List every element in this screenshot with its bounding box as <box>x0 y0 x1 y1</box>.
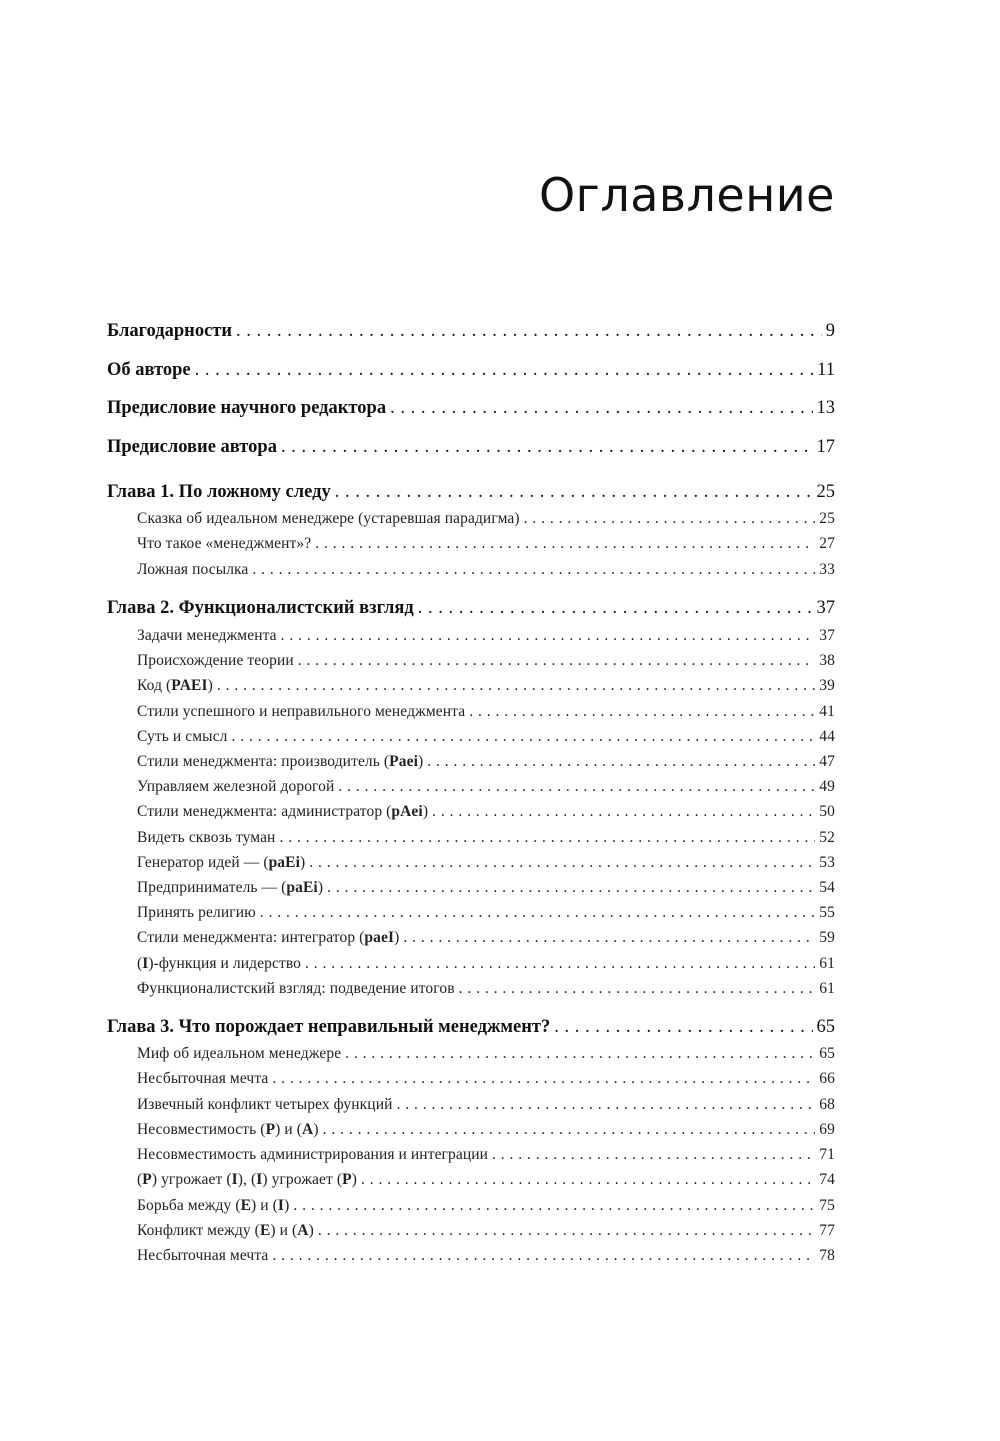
dot-leader <box>281 437 813 458</box>
page-number: 17 <box>816 437 835 457</box>
dot-leader <box>252 561 815 579</box>
page-number: 44 <box>819 728 835 745</box>
dot-leader <box>459 980 816 998</box>
entry-title: Происхождение теории <box>137 652 294 669</box>
dot-leader <box>338 778 815 796</box>
page-number: 49 <box>819 778 835 795</box>
toc-section-entry <box>137 510 835 528</box>
page-number: 71 <box>819 1146 835 1163</box>
entry-title: Видеть сквозь туман <box>137 829 276 846</box>
toc-section-entry <box>137 1121 835 1139</box>
entry-title: Глава 1. По ложному следу <box>107 482 331 502</box>
dot-leader <box>272 1070 815 1088</box>
toc-section-entry <box>137 1070 835 1088</box>
page-number: 53 <box>819 854 835 871</box>
toc-section-entry <box>137 1222 835 1240</box>
dot-leader <box>323 1121 816 1139</box>
page-number: 38 <box>819 652 835 669</box>
entry-title: Принять религию <box>137 904 256 921</box>
entry-title: (I)-функция и лидерство <box>137 955 301 972</box>
dot-leader <box>427 753 815 771</box>
toc-section-entry <box>137 1171 835 1189</box>
dot-leader <box>236 321 822 342</box>
toc-section-entry <box>137 929 835 947</box>
toc-section-entry <box>137 778 835 796</box>
page-number: 47 <box>819 753 835 770</box>
page-number: 54 <box>819 879 835 896</box>
entry-title: Миф об идеальном менеджере <box>137 1045 342 1062</box>
page-number: 25 <box>816 482 835 502</box>
page-number: 55 <box>819 904 835 921</box>
page-number: 25 <box>819 510 835 527</box>
entry-title: Несовместимость администрирования и интеграции <box>137 1146 489 1163</box>
entry-title: Стили успешного и неправильного менеджмента <box>137 703 466 720</box>
toc-section-entry <box>137 703 835 721</box>
dot-leader <box>554 1017 812 1038</box>
toc-chapter-entry <box>107 1017 835 1038</box>
toc-section-entry <box>137 803 835 821</box>
dot-leader <box>217 677 815 695</box>
dot-leader <box>492 1146 815 1164</box>
dot-leader <box>361 1171 815 1189</box>
dot-leader <box>327 879 815 897</box>
page-number: 61 <box>819 980 835 997</box>
toc-section-entry <box>137 955 835 973</box>
page-number: 59 <box>819 929 835 946</box>
toc-section-entry <box>137 829 835 847</box>
toc-chapter-entry <box>107 360 835 381</box>
dot-leader <box>432 803 815 821</box>
toc-chapter-entry <box>107 598 835 619</box>
page-number: 39 <box>819 677 835 694</box>
dot-leader <box>524 510 816 528</box>
dot-leader <box>260 904 816 922</box>
entry-title: Конфликт между (E) и (A) <box>137 1222 314 1239</box>
toc-chapter-entry <box>107 398 835 419</box>
dot-leader <box>272 1247 815 1265</box>
entry-title: Предприниматель — (paEi) <box>137 879 324 896</box>
entry-title: Стили менеджмента: администратор (pAei) <box>137 803 429 820</box>
page-number: 27 <box>819 535 835 552</box>
entry-title: Предисловие научного редактора <box>107 398 387 418</box>
toc-chapter-entry <box>107 482 835 503</box>
entry-title: (P) угрожает (I), (I) угрожает (P) <box>137 1171 357 1188</box>
dot-leader <box>418 598 813 619</box>
toc-chapter-entry <box>107 321 835 342</box>
toc-section-entry <box>137 879 835 897</box>
entry-title: Генератор идей — (paEi) <box>137 854 306 871</box>
page-number: 52 <box>819 829 835 846</box>
dot-leader <box>298 652 816 670</box>
entry-title: Функционалистский взгляд: подведение итогов <box>137 980 455 997</box>
page-number: 65 <box>819 1045 835 1062</box>
page-number: 37 <box>816 598 835 618</box>
toc-section-entry <box>137 1146 835 1164</box>
page-number: 41 <box>819 703 835 720</box>
toc-section-entry <box>137 535 835 553</box>
entry-title: Несовместимость (P) и (A) <box>137 1121 319 1138</box>
dot-leader <box>195 360 814 381</box>
entry-title: Код (PAEI) <box>137 677 213 694</box>
entry-title: Управляем железной дорогой <box>137 778 335 795</box>
dot-leader <box>345 1045 815 1063</box>
entry-title: Несбыточная мечта <box>137 1070 269 1087</box>
dot-leader <box>469 703 815 721</box>
toc-section-entry <box>137 854 835 872</box>
entry-title: Стили менеджмента: производитель (Paei) <box>137 753 424 770</box>
entry-title: Сказка об идеальном менеджере (устаревшая парадигма) <box>137 510 520 527</box>
toc-section-entry <box>137 627 835 645</box>
toc-section-entry <box>137 904 835 922</box>
dot-leader <box>315 535 815 553</box>
page-number: 75 <box>819 1197 835 1214</box>
page-number: 66 <box>819 1070 835 1087</box>
page-number: 78 <box>819 1247 835 1264</box>
entry-title: Стили менеджмента: интегратор (paeI) <box>137 929 400 946</box>
entry-title: Что такое «менеджмент»? <box>137 535 312 552</box>
toc-section-entry <box>137 677 835 695</box>
toc-section-entry <box>137 652 835 670</box>
entry-title: Глава 3. Что порождает неправильный менеджмент? <box>107 1017 551 1037</box>
entry-title: Борьба между (E) и (I) <box>137 1197 290 1214</box>
dot-leader <box>403 929 815 947</box>
entry-title: Суть и смысл <box>137 728 228 745</box>
entry-title: Глава 2. Функционалистский взгляд <box>107 598 414 618</box>
page-number: 77 <box>819 1222 835 1239</box>
toc-section-entry <box>137 1045 835 1063</box>
page-number: 68 <box>819 1096 835 1113</box>
page-number: 37 <box>819 627 835 644</box>
page-number: 74 <box>819 1171 835 1188</box>
toc-section-entry <box>137 753 835 771</box>
page-title: Оглавление <box>538 168 835 222</box>
entry-title: Извечный конфликт четырех функций <box>137 1096 393 1113</box>
dot-leader <box>318 1222 815 1240</box>
page-number: 9 <box>825 321 835 341</box>
toc-chapter-entry <box>107 437 835 458</box>
dot-leader <box>232 728 816 746</box>
page-number: 50 <box>819 803 835 820</box>
dot-leader <box>397 1096 816 1114</box>
page-number: 61 <box>819 955 835 972</box>
dot-leader <box>390 398 812 419</box>
dot-leader <box>309 854 815 872</box>
entry-title: Предисловие автора <box>107 437 277 457</box>
dot-leader <box>279 829 815 847</box>
entry-title: Об авторе <box>107 360 191 380</box>
entry-title: Благодарности <box>107 321 233 341</box>
toc-section-entry <box>137 980 835 998</box>
toc-section-entry <box>137 1247 835 1265</box>
toc-section-entry <box>137 728 835 746</box>
entry-title: Несбыточная мечта <box>137 1247 269 1264</box>
page-number: 11 <box>817 360 835 380</box>
page-number: 65 <box>816 1017 835 1037</box>
page-number: 69 <box>819 1121 835 1138</box>
dot-leader <box>305 955 815 973</box>
toc-section-entry <box>137 1197 835 1215</box>
entry-title: Ложная посылка <box>137 561 249 578</box>
toc-section-entry <box>137 561 835 579</box>
dot-leader <box>335 482 813 503</box>
dot-leader <box>293 1197 815 1215</box>
entry-title: Задачи менеджмента <box>137 627 277 644</box>
dot-leader <box>281 627 816 645</box>
page-number: 13 <box>816 398 835 418</box>
page-number: 33 <box>819 561 835 578</box>
toc-section-entry <box>137 1096 835 1114</box>
